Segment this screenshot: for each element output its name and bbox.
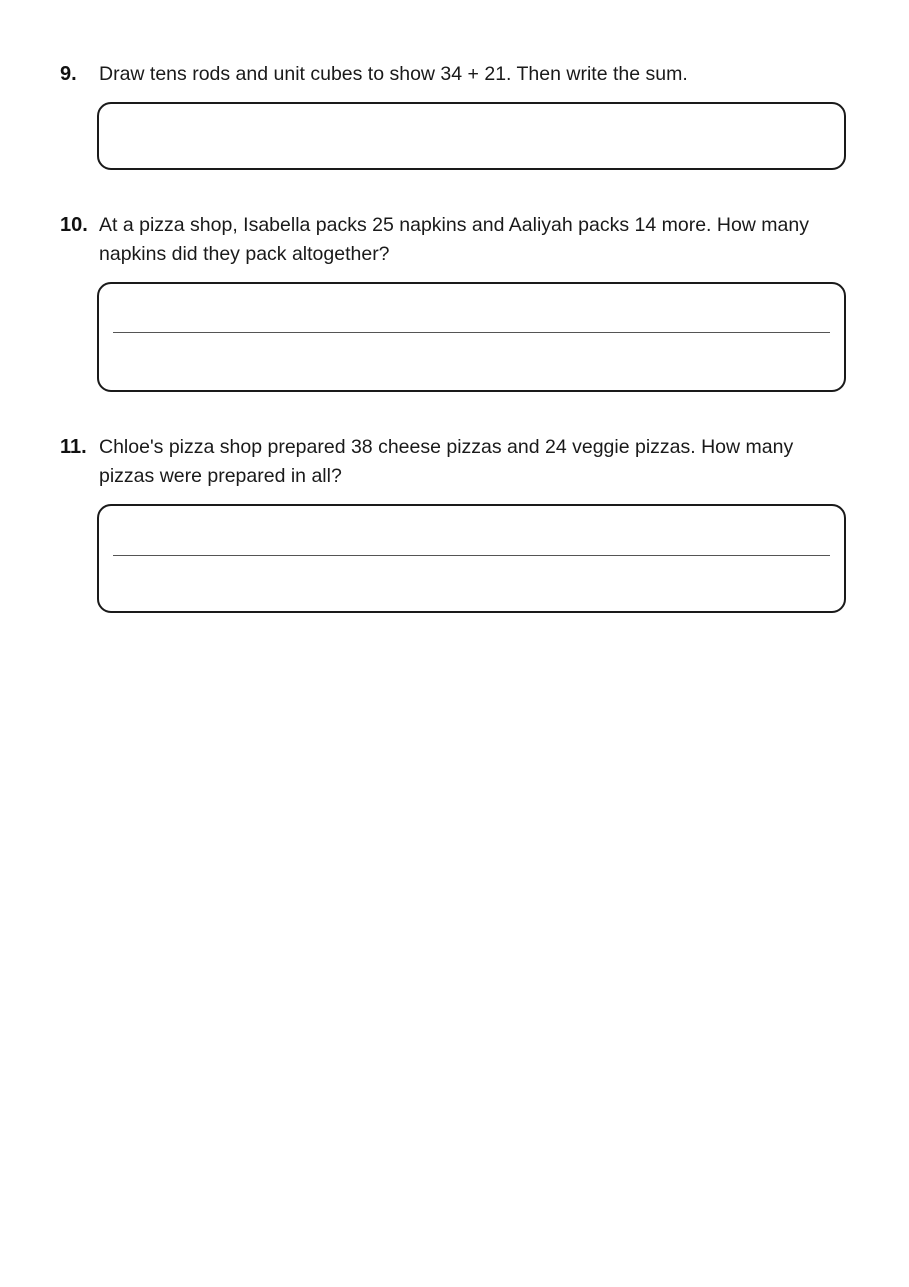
question-text: At a pizza shop, Isabella packs 25 napkins and Aaliyah packs 14 more. How many napkins did they pack altogether? <box>99 214 809 265</box>
question-10 <box>60 211 850 269</box>
answer-line <box>113 555 830 556</box>
question-text: Chloe's pizza shop prepared 38 cheese pizzas and 24 veggie pizzas. How many pizzas were prepared in all? <box>99 436 794 487</box>
answer-line <box>113 332 830 333</box>
answer-box-9[interactable] <box>97 102 846 170</box>
question-9 <box>60 60 850 89</box>
question-number: 10. <box>60 214 88 236</box>
question-11 <box>60 433 850 491</box>
question-text: Draw tens rods and unit cubes to show 34 + 21. Then write the sum. <box>99 63 688 85</box>
question-number: 9. <box>60 63 77 85</box>
answer-box-11[interactable] <box>97 504 846 613</box>
question-number: 11. <box>60 436 87 458</box>
answer-box-10[interactable] <box>97 282 846 392</box>
